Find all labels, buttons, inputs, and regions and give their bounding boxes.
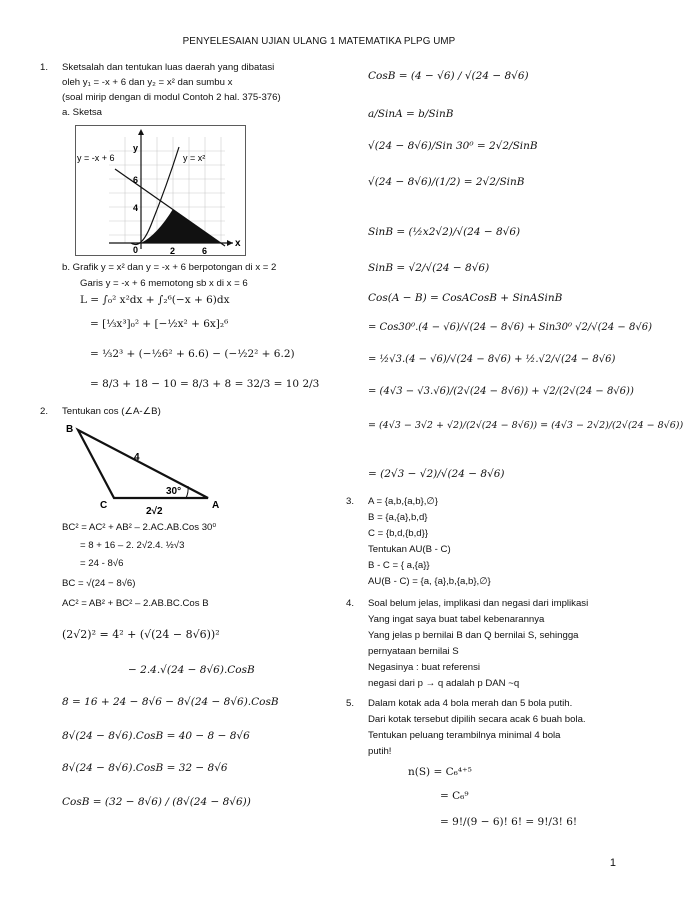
r-eq3: √(24 − 8√6)/Sin 30⁰ = 2√2/SinB: [368, 140, 538, 152]
q3-line3: C = {b,d,{b,d}}: [368, 528, 429, 539]
q1-part-a: a. Sketsa: [62, 107, 102, 118]
vertex-c: C: [100, 500, 108, 511]
r-eq8: = Cos30⁰.(4 − √6)/√(24 − 8√6) + Sin30⁰ √2/√(24 − 8√6): [368, 322, 652, 333]
q2-number: 2.: [40, 406, 49, 417]
q1-sketch: [75, 125, 257, 257]
q3-line5: B - C = { a,{a}}: [368, 560, 430, 571]
q4-line3: Yang jelas p bernilai B dan Q bernilai S, sehingga: [368, 630, 579, 641]
q5-ns1: n(S) = C₆⁴⁺⁵: [408, 766, 472, 778]
q3-line1: A = {a,b,{a,b},∅}: [368, 496, 438, 507]
axis-x-label: x: [235, 238, 241, 249]
q2-eq6: (2√2)² = 4² + (√(24 − 8√6))²: [62, 628, 220, 641]
q2-eq10: 8√(24 − 8√6).CosB = 32 − 8√6: [62, 762, 228, 774]
r-eq11: = (4√3 − 3√2 + √2)/(2√(24 − 8√6)) = (4√3 − 2√2)/(2√(24 − 8√6)): [368, 420, 683, 431]
page-title: PENYELESAIAN UJIAN ULANG 1 MATEMATIKA PLPG UMP: [182, 36, 456, 47]
q5-number: 5.: [346, 698, 355, 709]
tick-6-y: 6: [133, 175, 139, 185]
q1-number: 1.: [40, 62, 49, 73]
r-eq10: = (4√3 − √3.√6)/(2√(24 − 8√6)) + √2/(2√(24 − 8√6)): [368, 386, 634, 397]
q2-eq4: BC = √(24 − 8√6): [62, 578, 136, 589]
q2-eq2: = 8 + 16 – 2. 2√2.4. ½√3: [80, 540, 185, 551]
q2-triangle: [58, 418, 238, 518]
q5-line2: Dari kotak tersebut dipilih secara acak 6 buah bola.: [368, 714, 586, 725]
q2-eq8: 8 = 16 + 24 − 8√6 − 8√(24 − 8√6).CosB: [62, 696, 279, 708]
q4-line6: negasi dari p → q adalah p DAN ~q: [368, 678, 520, 689]
r-eq2: a/SinA = b/SinB: [368, 108, 454, 120]
q2-eq1: BC² = AC² + AB² – 2.AC.AB.Cos 30⁰: [62, 522, 217, 533]
q4-line4: pernyataan bernilai S: [368, 646, 459, 657]
r-eq1: CosB = (4 − √6) / √(24 − 8√6): [368, 70, 529, 82]
r-eq4: √(24 − 8√6)/(1/2) = 2√2/SinB: [368, 176, 525, 188]
r-eq6: SinB = √2/√(24 − 8√6): [368, 262, 490, 274]
q2-eq11: CosB = (32 − 8√6) / (8√(24 − 8√6)): [62, 796, 251, 808]
q2-eq9: 8√(24 − 8√6).CosB = 40 − 8 − 8√6: [62, 730, 250, 742]
q1-line1: Sketsalah dan tentukan luas daerah yang dibatasi: [62, 62, 275, 73]
tick-0: 0: [133, 245, 139, 255]
q2-eq7: − 2.4.√(24 − 8√6).CosB: [128, 664, 255, 676]
q5-line3: Tentukan peluang terambilnya minimal 4 bola: [368, 730, 561, 741]
axis-y-label: y: [133, 143, 139, 153]
shaded-region: [141, 209, 221, 243]
q1-integral-3: = ⅓2³ + (−½6² + 6.6) − (−½2² + 6.2): [90, 348, 295, 360]
q1-line3: (soal mirip dengan di modul Contoh 2 hal. 375-376): [62, 92, 281, 103]
q5-ns3: = 9!/(9 − 6)! 6! = 9!/3! 6!: [440, 816, 578, 828]
q5-line4: putih!: [368, 746, 392, 757]
q5-ns2: = C₆⁹: [440, 790, 469, 802]
q1-part-b2: Garis y = -x + 6 memotong sb x di x = 6: [80, 278, 248, 289]
q2-text: Tentukan cos (∠A-∠B): [62, 406, 161, 417]
r-eq7: Cos(A − B) = CosACosB + SinASinB: [368, 292, 563, 304]
q4-line1: Soal belum jelas, implikasi dan negasi dari implikasi: [368, 598, 589, 609]
angle-label: 30°: [166, 486, 182, 497]
q1-part-b1: b. Grafik y = x² dan y = -x + 6 berpotongan di x = 2: [62, 262, 277, 273]
label-parabola: y = x²: [183, 153, 206, 163]
q2-eq3: = 24 - 8√6: [80, 558, 124, 569]
q4-line2: Yang ingat saya buat tabel kebenarannya: [368, 614, 545, 625]
q1-integral-2: = [⅓x³]₀² + [−½x² + 6x]₂⁶: [90, 318, 229, 330]
q4-number: 4.: [346, 598, 355, 609]
side-ab-label: 4: [134, 452, 140, 463]
vertex-a: A: [212, 500, 220, 511]
tick-6-x: 6: [202, 246, 208, 256]
page-number: 1: [609, 857, 616, 869]
tick-4-y: 4: [133, 203, 139, 213]
q3-line2: B = {a,{a},b,d}: [368, 512, 428, 523]
q1-integral-4: = 8/3 + 18 − 10 = 8/3 + 8 = 32/3 = 10 2/3: [90, 378, 320, 390]
q4-line5: Negasinya : buat referensi: [368, 662, 480, 673]
r-eq5: SinB = (½x2√2)/√(24 − 8√6): [368, 226, 521, 238]
q1-integral-1: L = ∫₀² x²dx + ∫₂⁶(−x + 6)dx: [80, 294, 230, 306]
q1-line2: oleh y₁ = -x + 6 dan y₂ = x² dan sumbu x: [62, 77, 233, 88]
r-eq12: = (2√3 − √2)/√(24 − 8√6): [368, 468, 505, 480]
r-eq9: = ½√3.(4 − √6)/√(24 − 8√6) + ½.√2/√(24 − 8√6): [368, 354, 616, 365]
q3-line4: Tentukan AU(B - C): [368, 544, 451, 555]
vertex-b: B: [66, 424, 74, 435]
q3-number: 3.: [346, 496, 355, 507]
label-line: y = -x + 6: [77, 153, 115, 163]
q2-eq5: AC² = AB² + BC² – 2.AB.BC.Cos B: [62, 598, 209, 609]
tick-2: 2: [170, 246, 176, 256]
q5-line1: Dalam kotak ada 4 bola merah dan 5 bola putih.: [368, 698, 573, 709]
side-ac-label: 2√2: [146, 506, 163, 517]
q3-line6: AU(B - C) = {a, {a},b,{a,b},∅}: [368, 576, 491, 587]
